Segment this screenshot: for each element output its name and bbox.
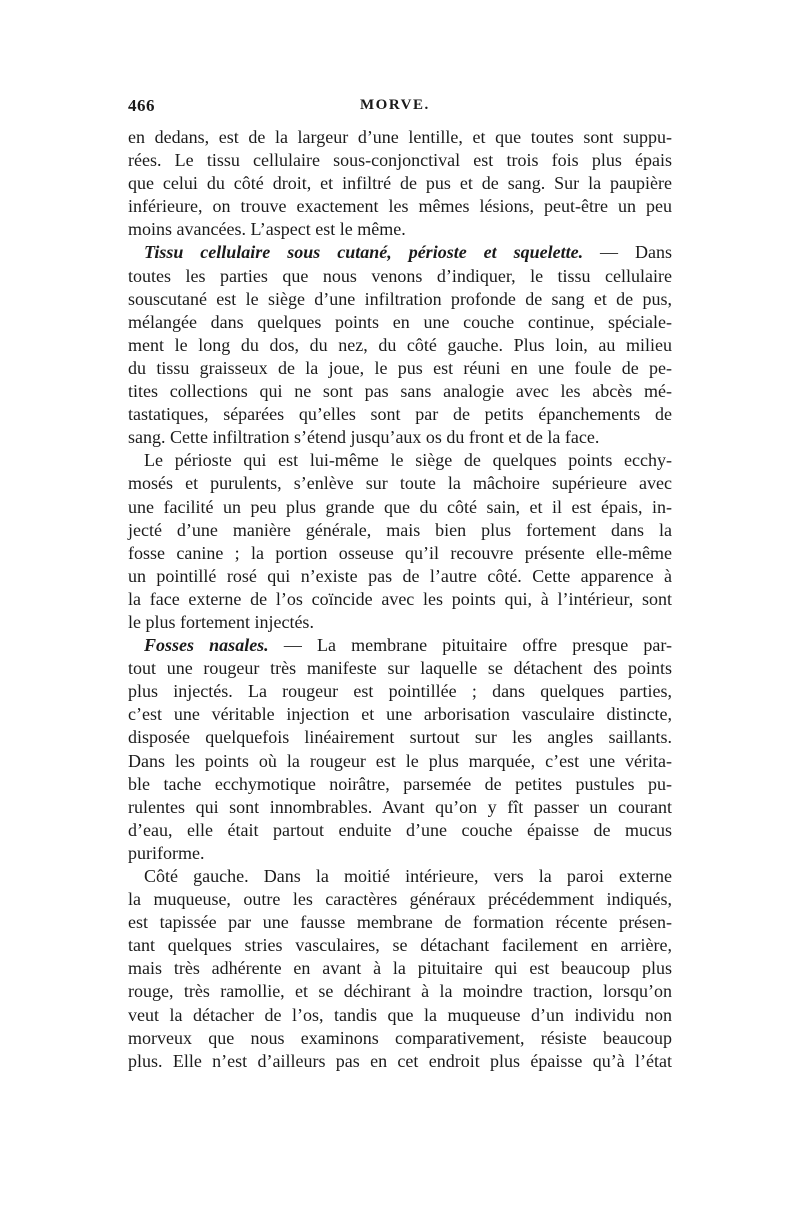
text-line: mélangée dans quelques points en une couche continue, spéciale- — [128, 311, 672, 332]
text-line: que celui du côté droit, et infiltré de pus et de sang. Sur la paupière — [128, 173, 672, 194]
text-line: tastatiques, séparées qu’elles sont par de petits épanchements de — [128, 404, 672, 425]
text-line: un pointillé rosé qui n’existe pas de l’autre côté. Cette apparence à — [128, 565, 672, 586]
text-line: rouge, très ramollie, et se déchirant à la moindre traction, lorsqu’on — [128, 981, 672, 1002]
text-line: du tissu graisseux de la joue, le pus est réuni en une foule de pe- — [128, 357, 672, 378]
text-line: puriforme. — [128, 842, 205, 863]
text-line: mais très adhérente en avant à la pituitaire qui est beaucoup plus — [128, 958, 672, 979]
text-line: plus injectés. La rougeur est pointillée ; dans quelques parties, — [128, 681, 672, 702]
text-line: tites collections qui ne sont pas sans analogie avec les abcès mé- — [128, 381, 672, 402]
text-line: rées. Le tissu cellulaire sous-conjonctival est trois fois plus épais — [128, 150, 672, 171]
text-line: souscutané est le siège d’une infiltration profonde de sang et de pus, — [128, 288, 672, 309]
text-line: ble tache ecchymotique noirâtre, parsemée de petites pustules pu- — [128, 773, 672, 794]
text-line: plus. Elle n’est d’ailleurs pas en cet endroit plus épaisse qu’à l’état — [128, 1050, 672, 1071]
text-line: sang. Cette infiltration s’étend jusqu’aux os du front et de la face. — [128, 427, 600, 448]
text-line: en dedans, est de la largeur d’une lentille, et que toutes sont suppu- — [128, 127, 672, 147]
text-line: est tapissée par une fausse membrane de formation récente présen- — [128, 912, 672, 933]
section-heading-fosses: Fosses nasales. — [144, 635, 269, 656]
text-line — [128, 634, 672, 657]
text-line: moins avancées. L’aspect est le même. — [128, 219, 406, 240]
text-line: toutes les parties que nous venons d’indiquer, le tissu cellulaire — [128, 265, 672, 286]
text-line — [128, 241, 672, 264]
text-line: fosse canine ; la portion osseuse qu’il recouvre présente elle-même — [128, 542, 672, 563]
text-line: Dans les points où la rougeur est le plus marquée, c’est une vérita- — [128, 750, 672, 771]
text-line: ment le long du dos, du nez, du côté gauche. Plus loin, au milieu — [128, 334, 672, 355]
running-title: MORVE. — [360, 97, 430, 113]
line-continuation: — La membrane pituitaire offre presque par- — [268, 635, 672, 656]
text-line: morveux que nous examinons comparativement, résiste beaucoup — [128, 1027, 672, 1048]
running-head — [128, 96, 672, 122]
body-text — [128, 126, 672, 1073]
text-line: Côté gauche. Dans la moitié intérieure, vers la paroi externe — [144, 866, 672, 886]
text-line: veut la détacher de l’os, tandis que la muqueuse d’un individu non — [128, 1004, 672, 1025]
text-line: Le périoste qui est lui-même le siège de quelques points ecchy- — [144, 450, 672, 471]
text-line: tant quelques stries vasculaires, se détachant facilement en arrière, — [128, 935, 672, 956]
text-line: une facilité un peu plus grande que du côté sain, et il est épais, in- — [128, 496, 672, 517]
text-line: disposée quelquefois linéairement surtout sur les angles saillants. — [128, 727, 672, 748]
text-line: mosés et purulents, s’enlève sur toute la mâchoire supérieure avec — [128, 473, 672, 494]
text-line: inférieure, on trouve exactement les mêmes lésions, peut-être un peu — [128, 196, 672, 217]
text-line: tout une rougeur très manifeste sur laquelle se détachent des points — [128, 658, 672, 679]
text-line: la muqueuse, outre les caractères généraux précédemment indiqués, — [128, 889, 672, 910]
text-line: le plus fortement injectés. — [128, 611, 314, 632]
text-line: jecté d’une manière générale, mais bien plus fortement dans la — [128, 519, 672, 540]
section-heading-tissu: Tissu cellulaire sous cutané, périoste et squelette. — [144, 242, 584, 263]
text-line: d’eau, elle était partout enduite d’une couche épaisse de mucus — [128, 819, 672, 840]
page-number: 466 — [128, 96, 155, 115]
text-line: rulentes qui sont innombrables. Avant qu’on y fît passer un courant — [128, 796, 672, 817]
line-continuation: — Dans — [583, 242, 672, 263]
text-line: la face externe de l’os coïncide avec les points qui, à l’intérieur, sont — [128, 588, 672, 609]
text-line: c’est une véritable injection et une arborisation vasculaire distincte, — [128, 704, 672, 725]
